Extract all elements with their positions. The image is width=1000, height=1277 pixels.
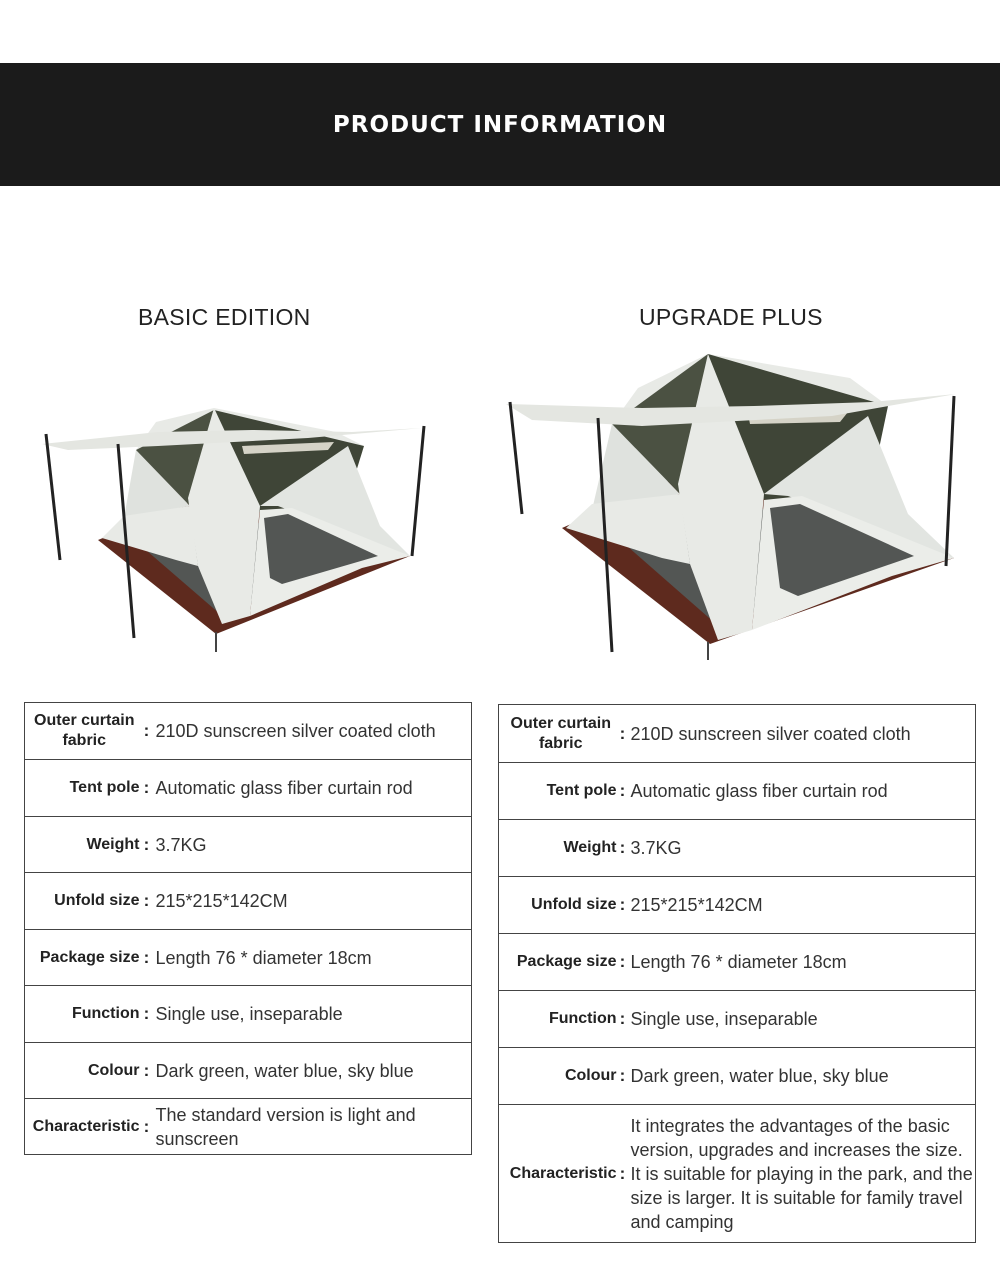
spec-label: Package size	[499, 934, 617, 991]
basic-tent-image	[38, 388, 430, 656]
spec-row-unfold-size	[25, 873, 472, 930]
spec-colon: :	[140, 873, 154, 930]
spec-label: Weight	[25, 817, 140, 873]
spec-colon: :	[617, 1048, 629, 1105]
spec-label: Unfold size	[25, 873, 140, 930]
spec-value: Dark green, water blue, sky blue	[629, 1048, 976, 1105]
spec-colon: :	[617, 1105, 629, 1243]
tent-icon	[42, 408, 424, 652]
spec-label: Outer curtain fabric	[25, 703, 140, 760]
spec-label: Characteristic	[25, 1099, 140, 1155]
spec-row-unfold-size	[499, 877, 976, 934]
spec-value: 3.7KG	[154, 817, 472, 873]
spec-label: Tent pole	[499, 763, 617, 820]
spec-row-tent-pole	[499, 763, 976, 820]
tent-icon	[506, 354, 956, 660]
spec-row-function	[25, 986, 472, 1043]
spec-colon: :	[140, 930, 154, 986]
spec-colon: :	[617, 934, 629, 991]
spec-label: Tent pole	[25, 760, 140, 817]
spec-colon: :	[617, 705, 629, 763]
spec-colon: :	[617, 820, 629, 877]
spec-value: Length 76 * diameter 18cm	[154, 930, 472, 986]
spec-label: Unfold size	[499, 877, 617, 934]
spec-colon: :	[617, 991, 629, 1048]
spec-colon: :	[140, 986, 154, 1043]
upgrade-spec-table	[498, 704, 976, 1243]
spec-label: Colour	[499, 1048, 617, 1105]
spec-value: Single use, inseparable	[629, 991, 976, 1048]
spec-label: Function	[25, 986, 140, 1043]
page-title: PRODUCT INFORMATION	[332, 111, 668, 138]
spec-row-characteristic	[25, 1099, 472, 1155]
spec-colon: :	[140, 703, 154, 760]
spec-value: 3.7KG	[629, 820, 976, 877]
spec-value: 210D sunscreen silver coated cloth	[629, 705, 976, 763]
spec-colon: :	[617, 877, 629, 934]
spec-value: Length 76 * diameter 18cm	[629, 934, 976, 991]
spec-value: Automatic glass fiber curtain rod	[154, 760, 472, 817]
spec-row-weight	[499, 820, 976, 877]
spec-label: Function	[499, 991, 617, 1048]
spec-colon: :	[140, 1043, 154, 1099]
spec-label: Colour	[25, 1043, 140, 1099]
basic-edition-title: BASIC EDITION	[138, 304, 311, 330]
spec-value: It integrates the advantages of the basic version, upgrades and increases the size. It is suitable for playing in the park, and the size is larger. It is suitable for family travel and camping	[629, 1105, 976, 1243]
spec-row-package-size	[499, 934, 976, 991]
spec-row-colour	[499, 1048, 976, 1105]
upgrade-tent-image	[502, 344, 962, 662]
spec-label: Outer curtain fabric	[499, 705, 617, 763]
spec-row-characteristic	[499, 1105, 976, 1243]
spec-value: Automatic glass fiber curtain rod	[629, 763, 976, 820]
spec-row-function	[499, 991, 976, 1048]
spec-value: 210D sunscreen silver coated cloth	[154, 703, 472, 760]
spec-value: 215*215*142CM	[629, 877, 976, 934]
spec-row-colour	[25, 1043, 472, 1099]
spec-colon: :	[140, 817, 154, 873]
spec-row-outer-curtain	[499, 705, 976, 763]
basic-spec-table	[24, 702, 472, 1155]
spec-row-package-size	[25, 930, 472, 986]
header-banner	[0, 63, 1000, 186]
spec-label: Weight	[499, 820, 617, 877]
spec-value: Dark green, water blue, sky blue	[154, 1043, 472, 1099]
spec-label: Characteristic	[499, 1105, 617, 1243]
spec-value: The standard version is light and sunscreen	[154, 1099, 472, 1155]
spec-colon: :	[140, 760, 154, 817]
spec-colon: :	[140, 1099, 154, 1155]
spec-row-outer-curtain	[25, 703, 472, 760]
spec-colon: :	[617, 763, 629, 820]
spec-label: Package size	[25, 930, 140, 986]
spec-row-weight	[25, 817, 472, 873]
spec-row-tent-pole	[25, 760, 472, 817]
upgrade-plus-title: UPGRADE PLUS	[639, 304, 823, 330]
spec-value: 215*215*142CM	[154, 873, 472, 930]
spec-value: Single use, inseparable	[154, 986, 472, 1043]
